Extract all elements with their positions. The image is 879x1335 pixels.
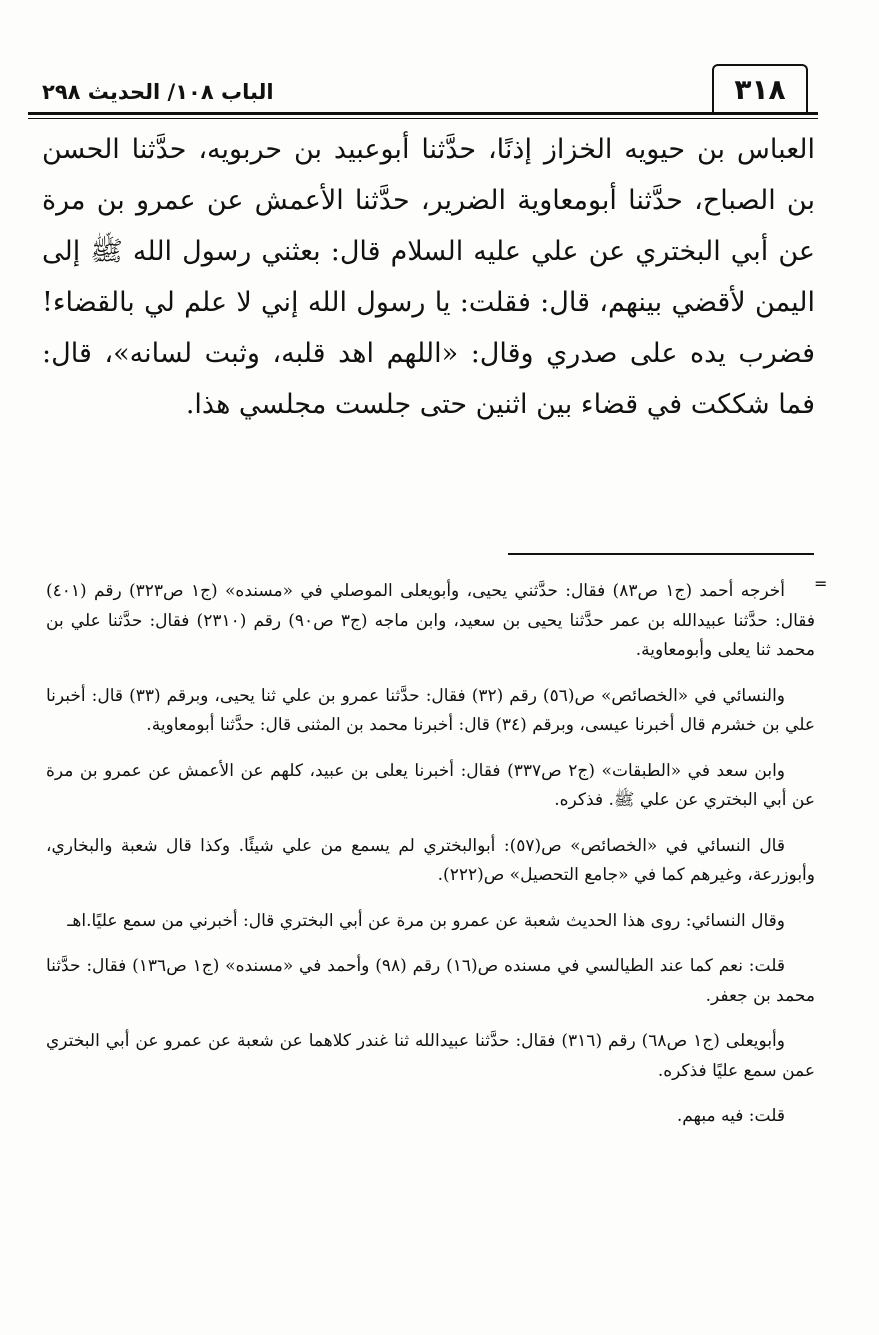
footnote-paragraph: والنسائي في «الخصائص» ص(٥٦) رقم (٣٢) فقال: حدَّثنا عمرو بن علي ثنا يحيى، وبرقم (٣٣) قال: أخبرنا علي بن خشرم قال أخبرنا عيسى، وبرقم (٣٤) قال: أخبرنا محمد بن المثنى قال: حدَّثنا أبومعاوية.: [46, 685, 815, 735]
footnote-paragraph: وابن سعد في «الطبقات» (ج٢ ص٣٣٧) فقال: أخبرنا يعلى بن عبيد، كلهم عن الأعمش عن عمرو بن مرة عن أبي البختري عن علي ﷺ. فذكره.: [46, 760, 815, 810]
footnote-paragraph: وأبويعلى (ج١ ص٦٨) رقم (٣١٦) فقال: حدَّثنا عبيدالله ثنا غندر كلاهما عن شعبة عن عمرو عن أبي البختري عمن سمع عليًا فذكره.: [46, 1031, 815, 1081]
footnote-continuation-marker: =: [814, 574, 828, 593]
footnote-paragraph: أخرجه أحمد (ج١ ص٨٣) فقال: حدَّثني يحيى، وأبويعلى الموصلي في «مسنده» (ج١ ص٣٢٣) رقم (٤٠١) فقال: حدَّثنا عبيدالله بن عمر حدَّثنا يحيى بن سعيد، وابن ماجه (ج٣ ص٩٠) رقم (٢٣١٠) فقال: حدَّثنا علي بن محمد ثنا يعلى وأبومعاوية.: [46, 581, 815, 660]
hadith-paragraph: العباس بن حيويه الخزاز إذنًا، حدَّثنا أبوعبيد بن حربويه، حدَّثنا الحسن بن الصباح، حدَّثنا أبومعاوية الضرير، حدَّثنا الأعمش عن عمرو بن مرة عن أبي البختري عن علي عليه السلام قال: بعثني رسول الله ﷺ إلى اليمن لأقضي بينهم، قال: فقلت: يا رسول الله إني لا علم لي بالقضاء! فضرب يده على صدري وقال: «اللهم اهد قلبه، وثبت لسانه»، قال: فما شككت في قضاء بين اثنين حتى جلست مجلسي هذا.: [42, 134, 815, 420]
footnote-paragraph: قلت: فيه مبهم.: [676, 1106, 785, 1126]
header-rule-thick: [28, 112, 818, 115]
chapter-hadith-title: الباب ١٠٨/ الحديث ٢٩٨: [42, 80, 274, 104]
footnote-paragraph: قال النسائي في «الخصائص» ص(٥٧): أبوالبختري لم يسمع من علي شيئًا. وكذا قال شعبة والبخاري، وأبوزرعة، وغيرهم كما في «جامع التحصيل» ص(٢٢٢).: [46, 835, 815, 885]
footnote-paragraph: قلت: نعم كما عند الطيالسي في مسنده ص(١٦) رقم (٩٨) وأحمد في «مسنده» (ج١ ص١٣٦) فقال: حدَّثنا محمد بن جعفر.: [46, 956, 815, 1006]
footnote-separator: [508, 553, 814, 555]
footnote-paragraph: وقال النسائي: روى هذا الحديث شعبة عن عمرو بن مرة عن أبي البختري قال: أخبرني من سمع عليًا.اهـ: [67, 910, 785, 931]
hadith-text: [42, 124, 815, 430]
header-rule-thin: [28, 118, 818, 119]
page-number: ٣١٨: [712, 64, 808, 112]
footnotes: [46, 577, 815, 1148]
page-header: [28, 58, 818, 124]
